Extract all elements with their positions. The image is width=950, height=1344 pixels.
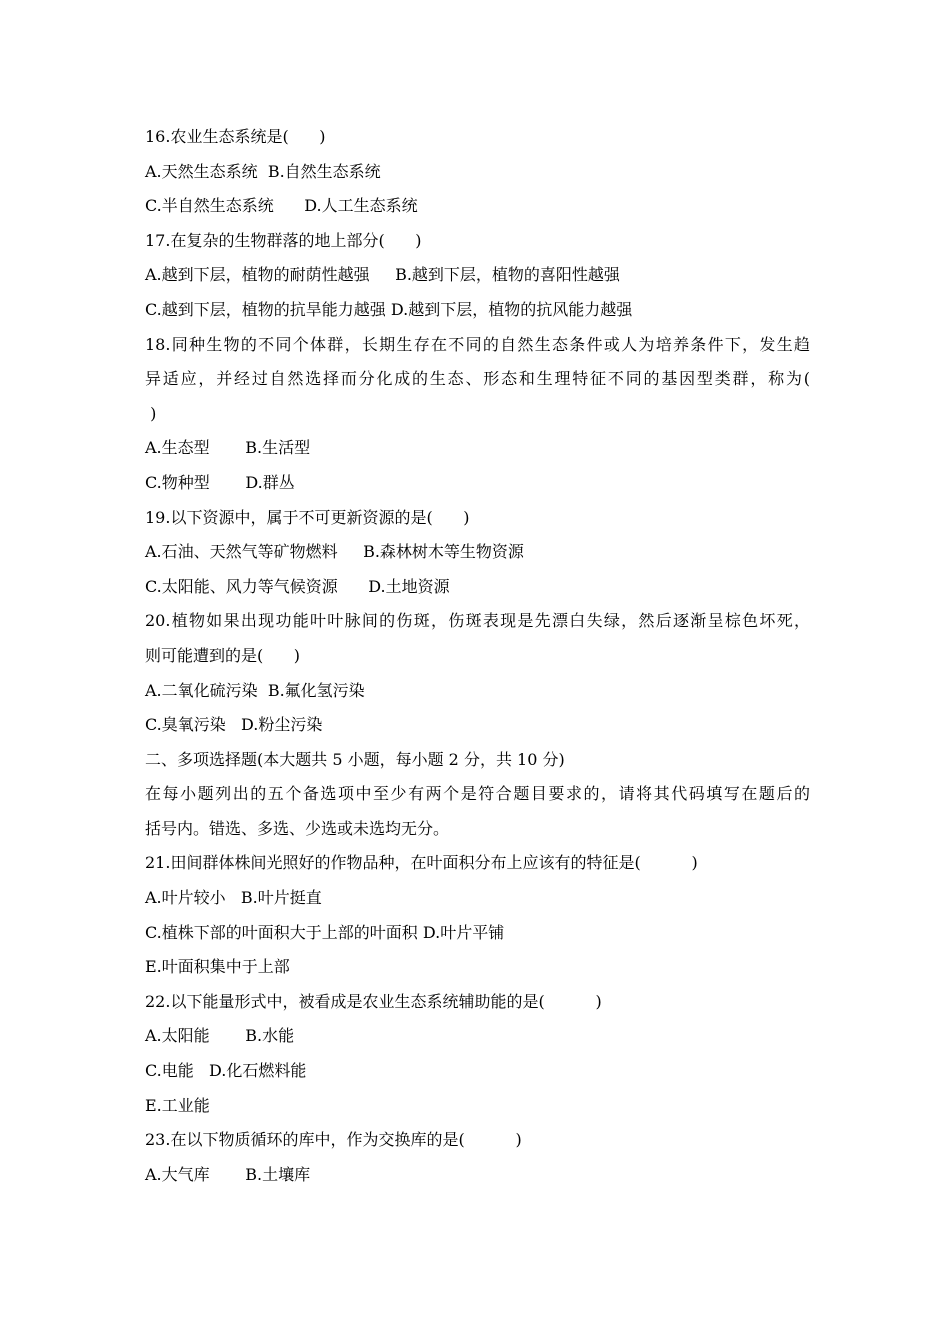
section-2-instructions-line-2: 括号内。错选、多选、少选或未选均无分。	[145, 818, 450, 838]
question-21-options-ab: A.叶片较小 B.叶片挺直	[145, 888, 322, 908]
question-21-options-cd: C.植株下部的叶面积大于上部的叶面积 D.叶片平铺	[145, 922, 505, 942]
question-18-stem-line-2: 异适应，并经过自然选择而分化成的生态、形态和生理特征不同的基因型类群，称为(	[145, 369, 810, 389]
question-22-option-e: E.工业能	[145, 1095, 210, 1115]
question-21-option-e: E.叶面积集中于上部	[145, 957, 290, 977]
question-22-options-cd: C.电能 D.化石燃料能	[145, 1061, 307, 1081]
question-19-stem: 19.以下资源中，属于不可更新资源的是( )	[145, 507, 470, 527]
section-2-heading: 二、多项选择题(本大题共 5 小题，每小题 2 分，共 10 分)	[145, 749, 565, 769]
question-18-options-cd: C.物种型 D.群丛	[145, 472, 295, 492]
question-23-options-ab: A.大气库 B.土壤库	[145, 1164, 311, 1184]
question-17-options-cd: C.越到下层，植物的抗旱能力越强 D.越到下层，植物的抗风能力越强	[145, 299, 633, 319]
question-19-options-ab: A.石油、天然气等矿物燃料 B.森林树木等生物资源	[145, 542, 524, 562]
question-18-options-ab: A.生态型 B.生活型	[145, 438, 311, 458]
section-2-instructions-line-1: 在每小题列出的五个备选项中至少有两个是符合题目要求的，请将其代码填写在题后的	[145, 784, 810, 804]
question-22-options-ab: A.太阳能 B.水能	[145, 1026, 295, 1046]
question-17-stem: 17.在复杂的生物群落的地上部分( )	[145, 230, 422, 250]
question-16-options-cd: C.半自然生态系统 D.人工生态系统	[145, 196, 418, 216]
question-17-options-ab: A.越到下层，植物的耐荫性越强 B.越到下层，植物的喜阳性越强	[145, 265, 620, 285]
question-16-options-ab: A.天然生态系统 B.自然生态系统	[145, 161, 381, 181]
question-20-options-ab: A.二氧化硫污染 B.氟化氢污染	[145, 680, 365, 700]
question-21-stem: 21.田间群体株间光照好的作物品种，在叶面积分布上应该有的特征是( )	[145, 853, 698, 873]
document-body	[145, 120, 810, 1192]
question-18-stem-line-3: )	[145, 403, 157, 423]
question-18-stem-line-1: 18.同种生物的不同个体群，长期生存在不同的自然生态条件或人为培养条件下，发生趋	[145, 334, 810, 354]
question-19-options-cd: C.太阳能、风力等气候资源 D.土地资源	[145, 576, 450, 596]
question-23-stem: 23.在以下物质循环的库中，作为交换库的是( )	[145, 1130, 522, 1150]
question-20-stem-line-2: 则可能遭到的是( )	[145, 645, 301, 665]
question-16-stem: 16.农业生态系统是( )	[145, 127, 326, 146]
question-20-stem-line-1: 20.植物如果出现功能叶叶脉间的伤斑，伤斑表现是先漂白失绿，然后逐渐呈棕色坏死，	[145, 611, 810, 631]
question-22-stem: 22.以下能量形式中，被看成是农业生态系统辅助能的是( )	[145, 991, 602, 1011]
question-20-options-cd: C.臭氧污染 D.粉尘污染	[145, 715, 323, 735]
